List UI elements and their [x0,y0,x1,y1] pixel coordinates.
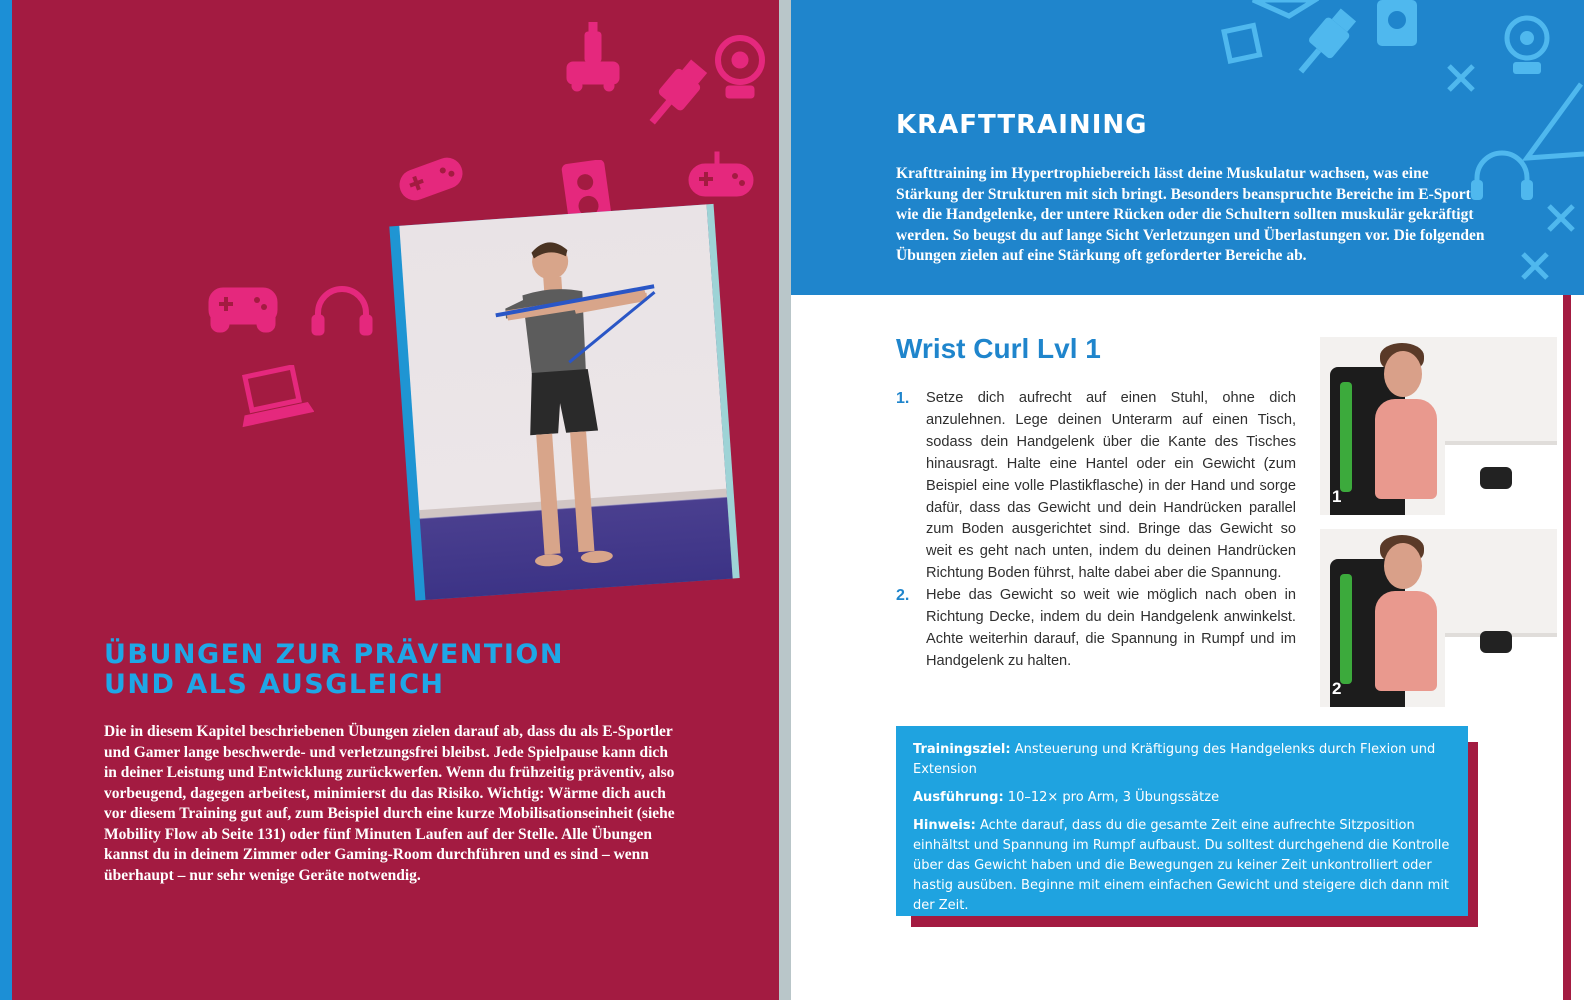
left-page-title [104,640,564,700]
training-execution [913,788,1451,808]
gamepad-icon [205,280,281,336]
training-goal [913,740,1451,780]
training-goal-label: Trainingsziel: [913,742,1011,757]
webcam-icon [1499,12,1555,82]
training-info-box [896,726,1468,916]
cross-icon [1543,200,1579,236]
laptop-icon [238,365,314,431]
exercise-photo-step-2 [1320,529,1557,707]
left-page [0,0,779,1000]
step-text: Setze dich aufrecht auf einen Stuhl, ohne dich anzulehnen. Lege deinen Unterarm auf einen Tisch, sodass dein Handgelenk über die Kante des Tisches hinausragt. Halte eine Hantel oder ein Gewicht (zum Beispiel eine volle Plastikflasche) in der Hand und sorge dafür, dass das Gewicht und dein Handrücken parallel zum Boden ausgerichtet sind. Bringe das Gewicht so weit es geht nach unten, indem du deinen Handrücken Richtung Boden führst, halte dabei aber die Spannung. [926,390,1296,582]
exercise-photo-frame [389,204,732,600]
man-with-resistance-band-figure [460,226,684,589]
step-number: 2. [896,587,910,605]
gamepad-icon [685,148,757,208]
speaker-icon [1373,0,1421,50]
headphones-icon [310,285,374,337]
execution-text: 10–12× pro Arm, 3 Übungssätze [1007,790,1220,805]
cross-icon [1443,60,1479,96]
usb-cable-icon [640,58,710,133]
usb-cable-icon [1289,6,1359,82]
exercise-photo-step-1 [1320,337,1557,515]
hint-text: Achte darauf, dass du die gesamte Zeit eine aufrechte Sitzposition einhältst und Spannung im Rumpf aufbaust. Du solltest durchgehend die Kontrolle über das Gewicht haben und die Bewegungen zu keiner Zeit unkontrolliert oder hastig ausüben. Beginne mit einem einfachen Gewicht und steigere dich dann mit der Zeit. [913,818,1450,913]
exercise-step-1 [896,388,1296,585]
exercise-title: Wrist Curl Lvl 1 [896,333,1101,364]
right-page-margin [1571,295,1584,1000]
gamepad-icon [395,150,467,208]
right-page-title: KRAFTTRAINING [896,110,1148,140]
right-page-intro: Krafttraining im Hypertrophiebereich lässt deine Muskulatur wachsen, was eine Stärkung der Strukturen mit sich bringt. Besonders beanspruchte Bereiche im E-Sport wie die Handgelenke, der untere Rücken oder die Schultern sollten muskulär gekräftigt werden. So beugst du auf lange Sicht Verletzungen und Überlastungen vor. Die folgenden Übungen zielen auf eine Stärkung oft geforderter Bereiche ab. [896,165,1485,265]
step-number: 1. [896,390,910,407]
training-hint [913,816,1451,916]
step-text: Hebe das Gewicht so weit wie möglich nach oben in Richtung Decke, indem du dein Handgelenk anwinkelst. Achte weiterhin darauf, die Spannung in Rumpf und im Handgelenk zu halten. [926,587,1296,669]
left-title-line-1: ÜBUNGEN ZUR PRÄVENTION [104,639,564,670]
square-icon [1221,22,1265,66]
webcam-icon [712,34,768,102]
photo-number: 2 [1332,679,1342,698]
cross-icon [1517,248,1553,284]
left-title-line-2: UND ALS AUSGLEICH [104,669,445,700]
exercise-photo [399,204,732,600]
photo-number: 1 [1332,487,1342,506]
execution-label: Ausführung: [913,790,1004,805]
page-gutter [779,0,791,1000]
hint-label: Hinweis: [913,818,976,833]
exercise-step-2 [896,585,1296,673]
exercise-steps [896,388,1296,673]
joystick-icon [565,22,621,92]
training-goal-text: Ansteuerung und Kräftigung des Handgelenks durch Flexion und Extension [913,742,1436,777]
left-page-body: Die in diesem Kapitel beschriebenen Übungen zielen darauf ab, dass du als E-Sportler und Gamer lange beschwerde- und verletzungsfrei bleibst. Jede Spielpause kann dich in deiner Leistung und Entwicklung zurückwerfen. Wenn du frühzeitig präventiv, also vorbeugend, dagegen arbeitest, minimierst du das Risiko. Wichtig: Wärme dich auch vor diesem Training gut auf, zum Beispiel durch eine kurze Mobilisationseinheit (siehe Mobility Flow ab Seite 131) oder fünf Minuten Laufen auf der Stelle. Alle Übungen kannst du in deinem Zimmer oder Gaming-Room durchführen und es sind – wenn überhaupt – nur sehr wenige Geräte notwendig. [104,723,675,884]
right-page-edge [1563,295,1571,1000]
left-page-edge [0,0,12,1000]
